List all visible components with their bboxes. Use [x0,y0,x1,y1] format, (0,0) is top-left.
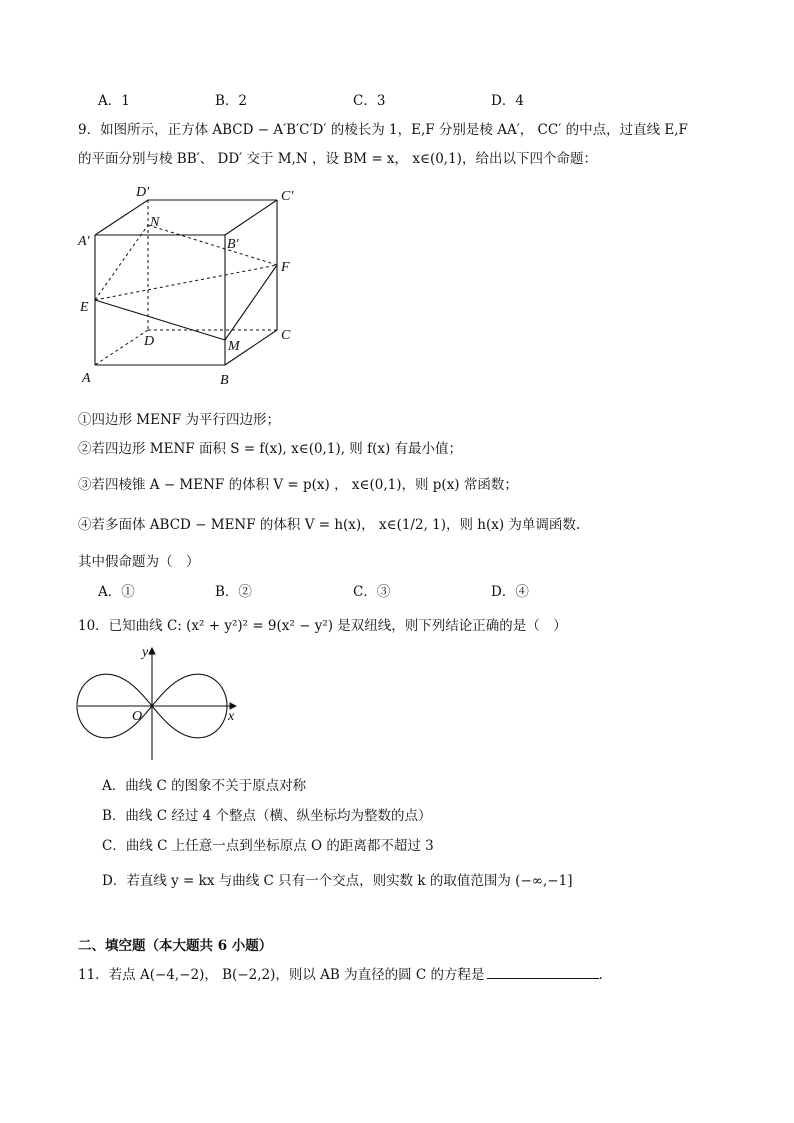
q11-text: 11．若点 A(−4,−2)， B(−2,2)，则以 AB 为直径的圆 C 的方程是 [78,967,485,983]
q9-option-a: A．① [98,584,135,600]
label-b-prime: B′ [227,237,239,252]
axis-label-y: y [142,645,149,660]
proposition-1: ①四边形 MENF 为平行四边形； [78,412,280,428]
label-e: E [80,300,89,315]
proposition-2: ②若四边形 MENF 面积 S = f(x), x∈(0,1), 则 f(x) 有最小值； [78,441,463,457]
q9-option-d: D．④ [491,584,529,600]
label-c: C [281,328,291,343]
label-f: F [281,260,290,275]
q9-stem-line1: 9．如图所示，正方体 ABCD − A′B′C′D′ 的棱长为 1，E,F 分别是棱 AA′， CC′ 的中点，过直线 E,F [78,122,688,138]
q11-end: . [598,967,603,983]
q10-option-a: A．曲线 C 的图象不关于原点对称 [102,778,307,794]
label-n: N [150,215,160,230]
cube-figure [70,180,310,390]
label-a-prime: A′ [78,234,90,249]
label-m: M [228,339,240,354]
lemniscate-figure [74,642,249,767]
q10-option-b: B．曲线 C 经过 4 个整点（横、纵坐标均为整数的点） [102,808,432,824]
q8-option-d: D．4 [491,93,524,109]
proposition-4: ④若多面体 ABCD − MENF 的体积 V = h(x)， x∈(1/2, 1)，则 h(x) 为单调函数. [78,517,581,533]
label-d-prime: D′ [136,185,150,200]
section-title: 二、填空题（本大题共 6 小题） [78,938,273,954]
proposition-3: ③若四棱锥 A − MENF 的体积 V = p(x) ， x∈(0,1)，则 p(x) 常函数； [78,477,518,493]
q11-answer-blank [487,966,599,979]
q11-stem [78,963,603,983]
q10-option-c: C．曲线 C 上任意一点到坐标原点 O 的距离都不超过 3 [102,838,434,854]
q10-stem: 10．已知曲线 C: (x² + y²)² = 9(x² − y²) 是双纽线，则下列结论正确的是（ ） [78,618,567,634]
q10-option-d: D．若直线 y = kx 与曲线 C 只有一个交点，则实数 k 的取值范围为 (−∞,−1] [102,873,573,889]
q9-option-b: B．② [215,584,252,600]
origin-label: O [132,709,143,724]
axis-label-x: x [228,709,235,724]
q8-option-b: B．2 [215,93,248,109]
label-c-prime: C′ [281,189,294,204]
q8-option-a: A．1 [98,93,130,109]
q9-question: 其中假命题为（ ） [78,554,200,570]
label-b: B [220,373,229,388]
q9-stem-line2: 的平面分别与棱 BB′、 DD′ 交于 M,N ，设 BM = x， x∈(0,1)，给出以下四个命题： [78,151,597,167]
label-d: D [144,334,155,349]
q8-option-c: C．3 [353,93,386,109]
label-a: A [82,371,91,386]
q9-option-c: C．③ [353,584,391,600]
